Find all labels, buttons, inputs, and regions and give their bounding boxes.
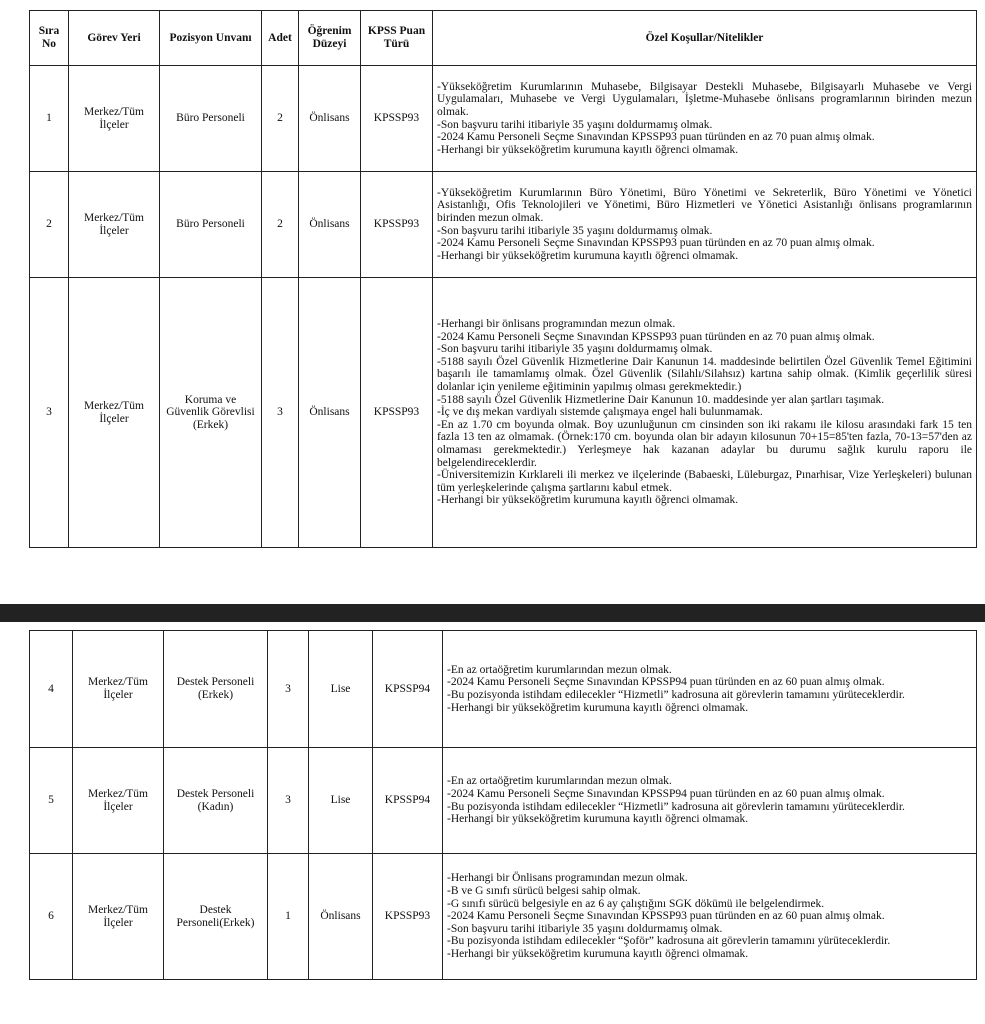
requirement-line: -Bu pozisyonda istihdam edilecekler “Hizmetli” kadrosuna ait görevlerin tamamını yürüteceklerdir.: [447, 689, 905, 701]
header-adet: Adet: [262, 11, 299, 66]
cell-sira-no: 6: [30, 854, 73, 980]
cell-kpss-puan-turu: KPSSP94: [373, 631, 443, 748]
cell-kpss-puan-turu: KPSSP93: [361, 172, 433, 278]
cell-adet: 3: [262, 278, 299, 548]
requirement-line: -2024 Kamu Personeli Seçme Sınavından KPSSP94 puan türünden en az 60 puan almış olmak.: [447, 676, 885, 689]
cell-ogrenim-duzeyi: Lise: [309, 748, 373, 854]
requirement-line: -Herhangi bir yükseköğretim kurumuna kayıtlı öğrenci olmamak.: [437, 143, 739, 156]
cell-sira-no: 1: [30, 66, 69, 172]
cell-ogrenim-duzeyi: Lise: [309, 631, 373, 748]
table-row: [30, 66, 977, 172]
requirement-line: -Üniversitemizin Kırklareli ili merkez ve ilçelerinde (Babaeski, Lüleburgaz, Pınarhisar, Vize Yerleşkeleri) bulunan tüm yerleşkelerinde çalışma şartlarını kabul etmek.: [437, 469, 972, 494]
cell-gorev-yeri: Merkez/Tüm İlçeler: [73, 748, 164, 854]
requirement-line: -2024 Kamu Personeli Seçme Sınavından KPSSP93 puan türünden en az 70 puan almış olmak.: [437, 237, 875, 250]
positions-table-bottom: [29, 630, 977, 980]
table-row: [30, 172, 977, 278]
cell-gorev-yeri: Merkez/Tüm İlçeler: [69, 172, 160, 278]
requirement-line: -G sınıfı sürücü belgesiyle en az 6 ay çalıştığını SGK dökümü ile belgelendirmek.: [447, 897, 825, 910]
requirement-line: -Son başvuru tarihi itibariyle 35 yaşını doldurmamış olmak.: [437, 118, 713, 131]
header-pozisyon-unvani: Pozisyon Unvanı: [160, 11, 262, 66]
cell-adet: 2: [262, 172, 299, 278]
cell-pozisyon-unvani: Büro Personeli: [160, 66, 262, 172]
requirement-line: -İç ve dış mekan vardiyalı sistemde çalışmaya engel hali bulunmamak.: [437, 406, 763, 419]
cell-gorev-yeri: Merkez/Tüm İlçeler: [73, 631, 164, 748]
cell-pozisyon-unvani: Büro Personeli: [160, 172, 262, 278]
page-divider-band: [0, 604, 985, 622]
cell-gorev-yeri: Merkez/Tüm İlçeler: [69, 66, 160, 172]
header-kpss-puan-turu: KPSS Puan Türü: [361, 11, 433, 66]
cell-ozel-kosullar: [443, 748, 977, 854]
table-row: [30, 278, 977, 548]
cell-sira-no: 2: [30, 172, 69, 278]
requirement-line: -En az ortaöğretim kurumlarından mezun olmak.: [447, 663, 672, 676]
requirement-line: -En az ortaöğretim kurumlarından mezun olmak.: [447, 775, 672, 788]
requirement-line: -2024 Kamu Personeli Seçme Sınavından KPSSP93 puan türünden en az 70 puan almış olmak.: [437, 131, 875, 144]
header-row: [30, 11, 977, 66]
header-gorev-yeri: Görev Yeri: [69, 11, 160, 66]
cell-kpss-puan-turu: KPSSP93: [373, 854, 443, 980]
requirement-line: -Yükseköğretim Kurumlarının Muhasebe, Bilgisayar Destekli Muhasebe, Bilgisayarlı Muhasebe ve Vergi Uygulamaları, Muhasebe ve Vergi Uygulamaları, İşletme-Muhasebe önlisans programlarının birinden mezun olmak.: [437, 80, 972, 118]
cell-adet: 3: [268, 748, 309, 854]
requirement-line: -5188 sayılı Özel Güvenlik Hizmetlerine Dair Kanunun 14. maddesinde belirtilen Özel Güvenlik Temel Eğitimini başarılı ile tamamlamış olmak. Özel Güvenlik (Silahlı/Silahsız) kartına sahip olmak. (Kimlik geçerlilik süresi dolanlar için yenileme eğitiminin yapılmış olması gerekmektedir.): [437, 355, 972, 394]
requirement-line: -Bu pozisyonda istihdam edilecekler “Şoför” kadrosuna ait görevlerin tamamını yürüteceklerdir.: [447, 935, 891, 948]
cell-adet: 2: [262, 66, 299, 172]
table-row: [30, 631, 977, 748]
cell-ozel-kosullar: [443, 854, 977, 980]
header-ozel-kosullar: Özel Koşullar/Nitelikler: [433, 11, 977, 66]
cell-pozisyon-unvani: Destek Personeli(Erkek): [164, 854, 268, 980]
cell-pozisyon-unvani: Koruma ve Güvenlik Görevlisi (Erkek): [160, 278, 262, 548]
requirement-line: -Son başvuru tarihi itibariyle 35 yaşını doldurmamış olmak.: [437, 224, 713, 237]
cell-pozisyon-unvani: Destek Personeli (Kadın): [164, 748, 268, 854]
cell-sira-no: 4: [30, 631, 73, 748]
cell-ogrenim-duzeyi: Önlisans: [299, 278, 361, 548]
cell-ogrenim-duzeyi: Önlisans: [299, 66, 361, 172]
cell-ozel-kosullar: [433, 66, 977, 172]
positions-table-top: [29, 10, 977, 548]
requirement-line: -Herhangi bir yükseköğretim kurumuna kayıtlı öğrenci olmamak.: [447, 701, 749, 714]
header-ogrenim-duzeyi: Öğrenim Düzeyi: [299, 11, 361, 66]
requirement-line: -2024 Kamu Personeli Seçme Sınavından KPSSP93 puan türünden en az 70 puan almış olmak.: [437, 330, 875, 343]
requirement-line: -B ve G sınıfı sürücü belgesi sahip olmak.: [447, 885, 641, 898]
cell-adet: 3: [268, 631, 309, 748]
requirement-line: -Herhangi bir yükseköğretim kurumuna kayıtlı öğrenci olmamak.: [437, 249, 739, 262]
requirement-line: -Son başvuru tarihi itibariyle 35 yaşını doldurmamış olmak.: [447, 922, 723, 935]
cell-ozel-kosullar: [443, 631, 977, 748]
requirement-line: -5188 sayılı Özel Güvenlik Hizmetlerine Dair Kanunun 10. maddesinde yer alan şartları taşımak.: [437, 393, 885, 406]
cell-sira-no: 3: [30, 278, 69, 548]
requirement-line: -Herhangi bir yükseköğretim kurumuna kayıtlı öğrenci olmamak.: [437, 494, 739, 507]
cell-ozel-kosullar: [433, 278, 977, 548]
cell-gorev-yeri: Merkez/Tüm İlçeler: [69, 278, 160, 548]
requirement-line: -2024 Kamu Personeli Seçme Sınavından KPSSP94 puan türünden en az 60 puan almış olmak.: [447, 787, 885, 800]
requirement-line: -2024 Kamu Personeli Seçme Sınavından KPSSP93 puan türünden en az 60 puan almış olmak.: [447, 910, 885, 923]
requirement-line: -En az 1.70 cm boyunda olmak. Boy uzunluğunun cm cinsinden son iki rakamı ile kilosu arasındaki fark 15 ten fazla 13 ten az olmamak. (Örnek:170 cm. boyunda olan bir adayın kilosunun 70+15=85'ten fazla, 70-13=57'den az olmaması gerekmektedir.) Yerleşmeye hak kazanan adaylar bu durumu sağlık kurulu raporu ile belgelendireceklerdir.: [437, 418, 972, 469]
cell-kpss-puan-turu: KPSSP93: [361, 278, 433, 548]
requirement-line: -Bu pozisyonda istihdam edilecekler “Hizmetli” kadrosuna ait görevlerin tamamını yürüteceklerdir.: [447, 800, 905, 813]
cell-kpss-puan-turu: KPSSP93: [361, 66, 433, 172]
cell-adet: 1: [268, 854, 309, 980]
cell-gorev-yeri: Merkez/Tüm İlçeler: [73, 854, 164, 980]
cell-pozisyon-unvani: Destek Personeli (Erkek): [164, 631, 268, 748]
cell-kpss-puan-turu: KPSSP94: [373, 748, 443, 854]
requirement-line: -Son başvuru tarihi itibariyle 35 yaşını doldurmamış olmak.: [437, 343, 713, 356]
table-row: [30, 854, 977, 980]
requirement-line: -Yükseköğretim Kurumlarının Büro Yönetimi, Büro Yönetimi ve Sekreterlik, Büro Yönetimi ve Yönetici Asistanlığı, Ofis Teknolojileri ve Yönetimi, Büro Hizmetleri ve Yönetici Asistanlığı önlisans programlarının birinden mezun olmak.: [437, 186, 972, 224]
cell-ogrenim-duzeyi: Önlisans: [309, 854, 373, 980]
requirement-line: -Herhangi bir yükseköğretim kurumuna kayıtlı öğrenci olmamak.: [447, 947, 749, 960]
requirement-line: -Herhangi bir önlisans programından mezun olmak.: [437, 318, 676, 331]
cell-ozel-kosullar: [433, 172, 977, 278]
table-row: [30, 748, 977, 854]
requirement-line: -Herhangi bir yükseköğretim kurumuna kayıtlı öğrenci olmamak.: [447, 813, 749, 826]
cell-ogrenim-duzeyi: Önlisans: [299, 172, 361, 278]
header-sira-no: Sıra No: [30, 11, 69, 66]
cell-sira-no: 5: [30, 748, 73, 854]
requirement-line: -Herhangi bir Önlisans programından mezun olmak.: [447, 872, 688, 885]
